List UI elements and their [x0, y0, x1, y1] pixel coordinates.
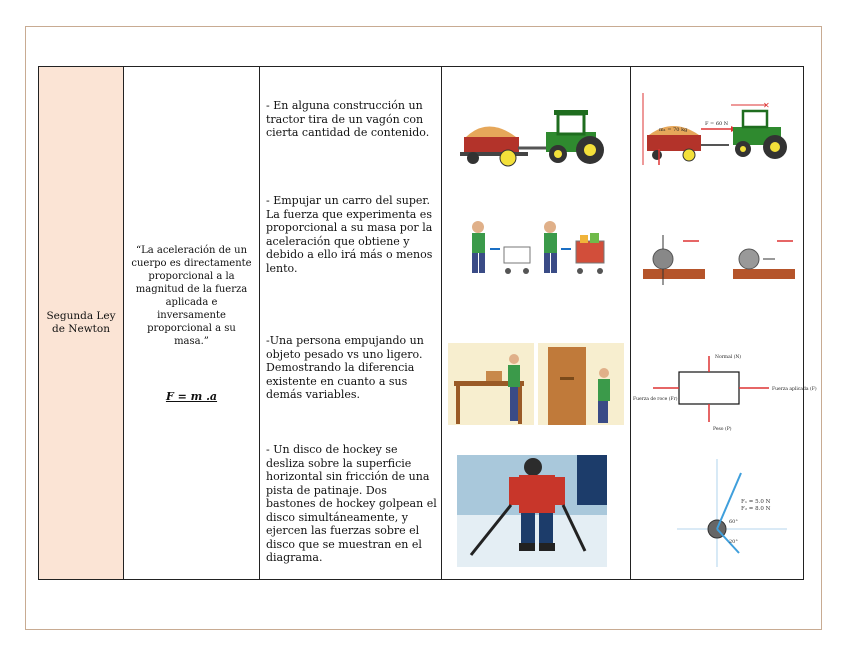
- puck-vector-diagram: [667, 459, 797, 569]
- applied-label: Fuerza aplicada (F): [772, 387, 817, 392]
- f2-label: F₂ = 8.0 N: [741, 506, 771, 512]
- angle1-label: 60°: [729, 519, 738, 525]
- force-label: F = 60 N: [705, 121, 729, 127]
- formula: F = m .a: [165, 389, 218, 403]
- newton-law-table: [38, 66, 817, 580]
- tractor-force-diagram: [639, 89, 801, 169]
- law-name-cell: [39, 67, 124, 580]
- tractor-wagon-image: [458, 102, 618, 170]
- angle2-label: 20°: [729, 539, 738, 545]
- weight-label: Peso (P): [713, 427, 732, 432]
- friction-label: Fuerza de roce (Fr): [633, 397, 678, 402]
- shopping-cart-image: [464, 219, 614, 285]
- f1-label: F₁ = 5.0 N: [741, 499, 771, 505]
- images-cell: [442, 67, 631, 580]
- example-tractor: - En alguna construcción un tractor tira de un vagón con cierta cantidad de contenido.: [266, 99, 430, 139]
- definition-text: “La aceleración de un cuerpo es directamente proporcional a la magnitud de la fuerza aplicada e inversamente proporcional a su masa.”: [131, 244, 252, 347]
- pushing-objects-image: [448, 343, 624, 425]
- example-cart: - Empujar un carro del super. La fuerza que experimenta es proporcional a su masa por la aceleración que obtiene y debido a ello irá más o menos lento.: [266, 194, 433, 275]
- hockey-image: [457, 455, 607, 567]
- ball-force-diagram: [639, 229, 801, 291]
- example-hockey: - Un disco de hockey se desliza sobre la superficie horizontal sin fricción de una pista de patinaje. Dos bastones de hockey golpean el disco simultáneamente, y ejercen las fuerzas sobre el disco que se muestran en el diagrama.: [266, 443, 437, 564]
- free-body-diagram: [633, 352, 817, 432]
- normal-label: Normal (N): [715, 355, 742, 360]
- definition-cell: [124, 67, 260, 580]
- diagrams-cell: [631, 67, 817, 580]
- table-row: [39, 67, 804, 580]
- mass1-label: m₁ = 70 kg: [659, 127, 688, 133]
- law-name: Segunda Ley de Newton: [46, 310, 116, 335]
- svg-text:✕: ✕: [763, 101, 770, 110]
- example-push: -Una persona empujando un objeto pesado vs uno ligero. Demostrando la diferencia existente en cuanto a sus demás variables.: [266, 334, 424, 401]
- examples-cell: [260, 67, 442, 580]
